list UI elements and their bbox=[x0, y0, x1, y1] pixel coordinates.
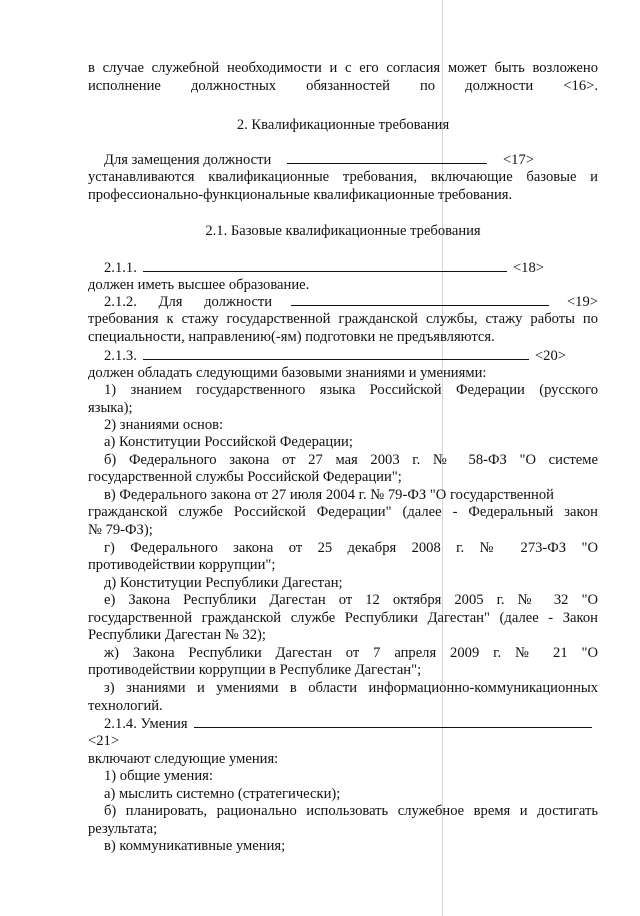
text-line: б) Федерального закона от 27 мая 2003 г. № 58-ФЗ "О системе bbox=[104, 452, 598, 468]
clause-number: 2.1.4. Умения bbox=[104, 716, 188, 732]
text-line: требования к стажу государственной гражданской службы, стажу работы по bbox=[88, 311, 598, 327]
blank-field bbox=[287, 150, 487, 164]
subsection-heading: 2.1. Базовые квалификационные требования bbox=[205, 223, 481, 239]
text-fragment: Для замещения должности bbox=[104, 152, 272, 168]
footnote-ref: <18> bbox=[512, 260, 544, 276]
text-line: должен обладать следующими базовыми знаниями и умениями: bbox=[88, 365, 487, 381]
text-line: противодействии коррупции"; bbox=[88, 557, 276, 573]
text-line: з) знаниями и умениями в области информационно-коммуникационных bbox=[104, 680, 598, 696]
text-line: Республики Дагестан № 32); bbox=[88, 627, 266, 643]
text-line: д) Конституции Республики Дагестан; bbox=[104, 575, 343, 591]
text-line: г) Федерального закона от 25 декабря 2008 г. № 273-ФЗ "О bbox=[104, 540, 598, 556]
text-line: ж) Закона Республики Дагестан от 7 апреля 2009 г. № 21 "О bbox=[104, 645, 598, 661]
text-line: в) Федерального закона от 27 июля 2004 г. № 79-ФЗ "О государственной bbox=[104, 487, 554, 503]
text-line: технологий. bbox=[88, 698, 163, 714]
clause-2-1-2 bbox=[104, 292, 598, 311]
text-line: включают следующие умения: bbox=[88, 751, 279, 767]
blank-field bbox=[291, 292, 549, 306]
text-line: устанавливаются квалификационные требования, включающие базовые и bbox=[88, 169, 598, 185]
footnote-ref: <21> bbox=[88, 733, 120, 749]
text-line: исполнение должностных обязанностей по должности <16>. bbox=[88, 78, 598, 94]
clause-number: 2.1.2. Для должности bbox=[104, 294, 273, 310]
text-line: е) Закона Республики Дагестан от 12 октября 2005 г. № 32 "О bbox=[104, 592, 598, 608]
text-line: 1) общие умения: bbox=[104, 768, 213, 784]
text-line: должен иметь высшее образование. bbox=[88, 277, 310, 293]
text-line: 1) знанием государственного языка Российской Федерации (русского bbox=[104, 382, 598, 398]
blank-field bbox=[143, 258, 507, 272]
footnote-ref: <19> bbox=[566, 294, 598, 310]
text-line: профессионально-функциональные квалификационные требования. bbox=[88, 187, 513, 203]
text-line: б) планировать, рационально использовать служебное время и достигать bbox=[104, 803, 598, 819]
clause-2-1-4 bbox=[104, 714, 598, 733]
footnote-ref: <20> bbox=[534, 348, 566, 364]
text-line: противодействии коррупции в Республике Дагестан"; bbox=[88, 662, 422, 678]
clause-2-1-1 bbox=[104, 258, 544, 277]
text-line: специальности, направлению(-ям) подготовки не предъявляются. bbox=[88, 329, 495, 345]
clause-number: 2.1.3. bbox=[104, 348, 137, 364]
text-line: № 79-ФЗ); bbox=[88, 522, 153, 538]
text-line: в случае служебной необходимости и с его согласия может быть возложено bbox=[88, 60, 598, 76]
text-line: государственной гражданской службе Республики Дагестан" (далее - Закон bbox=[88, 610, 598, 626]
text-line: гражданской службе Российской Федерации" (далее - Федеральный закон bbox=[88, 504, 598, 520]
blank-field bbox=[194, 714, 592, 728]
footnote-ref: <17> bbox=[502, 152, 534, 168]
text-line: государственной службы Российской Федерации"; bbox=[88, 469, 402, 485]
position-field-line bbox=[104, 150, 534, 169]
text-line: результата; bbox=[88, 821, 158, 837]
blank-field bbox=[143, 346, 529, 360]
text-line: 2) знаниями основ: bbox=[104, 417, 224, 433]
text-line: языка); bbox=[88, 400, 133, 416]
text-line: а) Конституции Российской Федерации; bbox=[104, 434, 353, 450]
text-line: в) коммуникативные умения; bbox=[104, 838, 286, 854]
text-line: а) мыслить системно (стратегически); bbox=[104, 786, 341, 802]
clause-number: 2.1.1. bbox=[104, 260, 137, 276]
clause-2-1-3 bbox=[104, 346, 566, 365]
section-heading: 2. Квалификационные требования bbox=[236, 117, 450, 133]
